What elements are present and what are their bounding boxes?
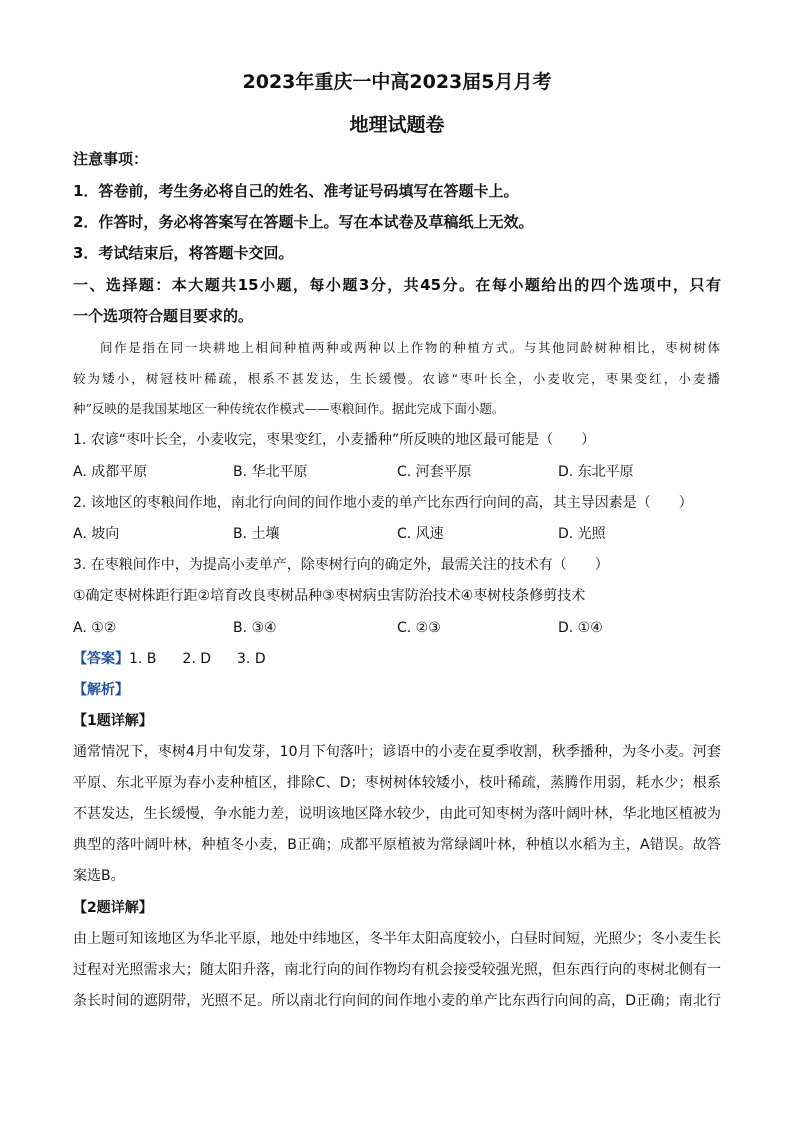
option-d: D. 东北平原 xyxy=(558,464,634,480)
question-stem: 3. 在枣粮间作中，为提高小麦单产，除枣树行向的确定外，最需关注的技术有（ ） xyxy=(73,557,609,573)
q2-detail-line: 条长时间的遮阴带，光照不足。所以南北行向间的间作地小麦的单产比东西行向间的高，D正确；南北行 xyxy=(73,993,721,1009)
section-heading-cont: 一个选项符合题目要求的。 xyxy=(73,307,254,325)
option-c: C. 风速 xyxy=(397,526,444,542)
q2-detail-line: 由上题可知该地区为华北平原，地处中纬地区，冬半年太阳高度较小，白昼时间短，光照少；冬小麦生长 xyxy=(73,931,721,947)
notice-heading: 注意事项： xyxy=(73,150,149,168)
option-a: A. 坡向 xyxy=(73,526,120,542)
question-choices-list: ①确定枣树株距行距②培育改良枣树品种③枣树病虫害防治技术④枣树枝条修剪技术 xyxy=(73,588,586,604)
page-title: 2023年重庆一中高2023届5月月考 xyxy=(242,71,552,93)
q1-detail-line: 平原、东北平原为春小麦种植区，排除C、D；枣树树体较矮小，枝叶稀疏，蒸腾作用弱，耗水少；根系 xyxy=(73,775,721,791)
answer-item: 2. D xyxy=(182,651,212,667)
q1-detail-line: 不甚发达，生长缓慢，争水能力差，说明该地区降水较少，由此可知枣树为落叶阔叶林，华北地区植被为 xyxy=(73,806,721,822)
page-subtitle: 地理试题卷 xyxy=(349,114,445,136)
answer-item: 1. B xyxy=(129,651,157,667)
option-c: C. ②③ xyxy=(397,620,441,636)
option-a: A. ①② xyxy=(73,620,117,636)
notice-item: 1．答卷前，考生务必将自己的姓名、准考证号码填写在答题卡上。 xyxy=(73,182,519,200)
intro-line: 种”反映的是我国某地区一种传统农作模式——枣粮间作。据此完成下面小题。 xyxy=(73,401,505,416)
intro-line: 较为矮小，树冠枝叶稀疏，根系不甚发达，生长缓慢。农谚“枣叶长全，小麦收完，枣果变红，小麦播 xyxy=(73,371,720,386)
notice-item: 3．考试结束后，将答题卡交回。 xyxy=(73,244,294,262)
question-stem: 1. 农谚“枣叶长全，小麦收完，枣果变红，小麦播种”所反映的地区最可能是（ ） xyxy=(73,432,596,448)
option-b: B. ③④ xyxy=(233,620,277,636)
option-b: B. 土壤 xyxy=(233,526,280,542)
option-a: A. 成都平原 xyxy=(73,464,148,480)
intro-line: 间作是指在同一块耕地上相间种植两种或两种以上作物的种植方式。与其他同龄树种相比，枣树树体 xyxy=(100,340,720,355)
option-d: D. ①④ xyxy=(558,620,603,636)
q1-detail-label: 【1题详解】 xyxy=(73,713,153,729)
q1-detail-line: 通常情况下，枣树4月中旬发芽，10月下旬落叶；谚语中的小麦在夏季收割，秋季播种，为冬小麦。河套 xyxy=(73,744,721,760)
notice-item: 2．作答时，务必将答案写在答题卡上。写在本试卷及草稿纸上无效。 xyxy=(73,213,534,231)
q1-detail-line: 典型的落叶阔叶林，种植冬小麦，B正确；成都平原植被为常绿阔叶林，种植以水稻为主，A错误。故答 xyxy=(73,837,721,853)
answer-line xyxy=(73,649,266,669)
section-heading: 一、选择题：本大题共15小题，每小题3分，共45分。在每小题给出的四个选项中，只有 xyxy=(73,276,721,294)
answer-item: 3. D xyxy=(237,651,266,667)
question-stem: 2. 该地区的枣粮间作地，南北行向间的间作地小麦的单产比东西行向间的高，其主导因素是（ ） xyxy=(73,495,693,511)
option-b: B. 华北平原 xyxy=(233,464,308,480)
option-d: D. 光照 xyxy=(558,526,606,542)
answer-label: 【答案】 xyxy=(73,651,129,667)
q2-detail-line: 过程对光照需求大；随太阳升落，南北行向的间作物均有机会接受较强光照，但东西行向的枣树北侧有一 xyxy=(73,962,721,978)
q1-detail-line: 案选B。 xyxy=(73,868,125,884)
analysis-label: 【解析】 xyxy=(73,682,129,698)
q2-detail-label: 【2题详解】 xyxy=(73,900,153,916)
option-c: C. 河套平原 xyxy=(397,464,472,480)
